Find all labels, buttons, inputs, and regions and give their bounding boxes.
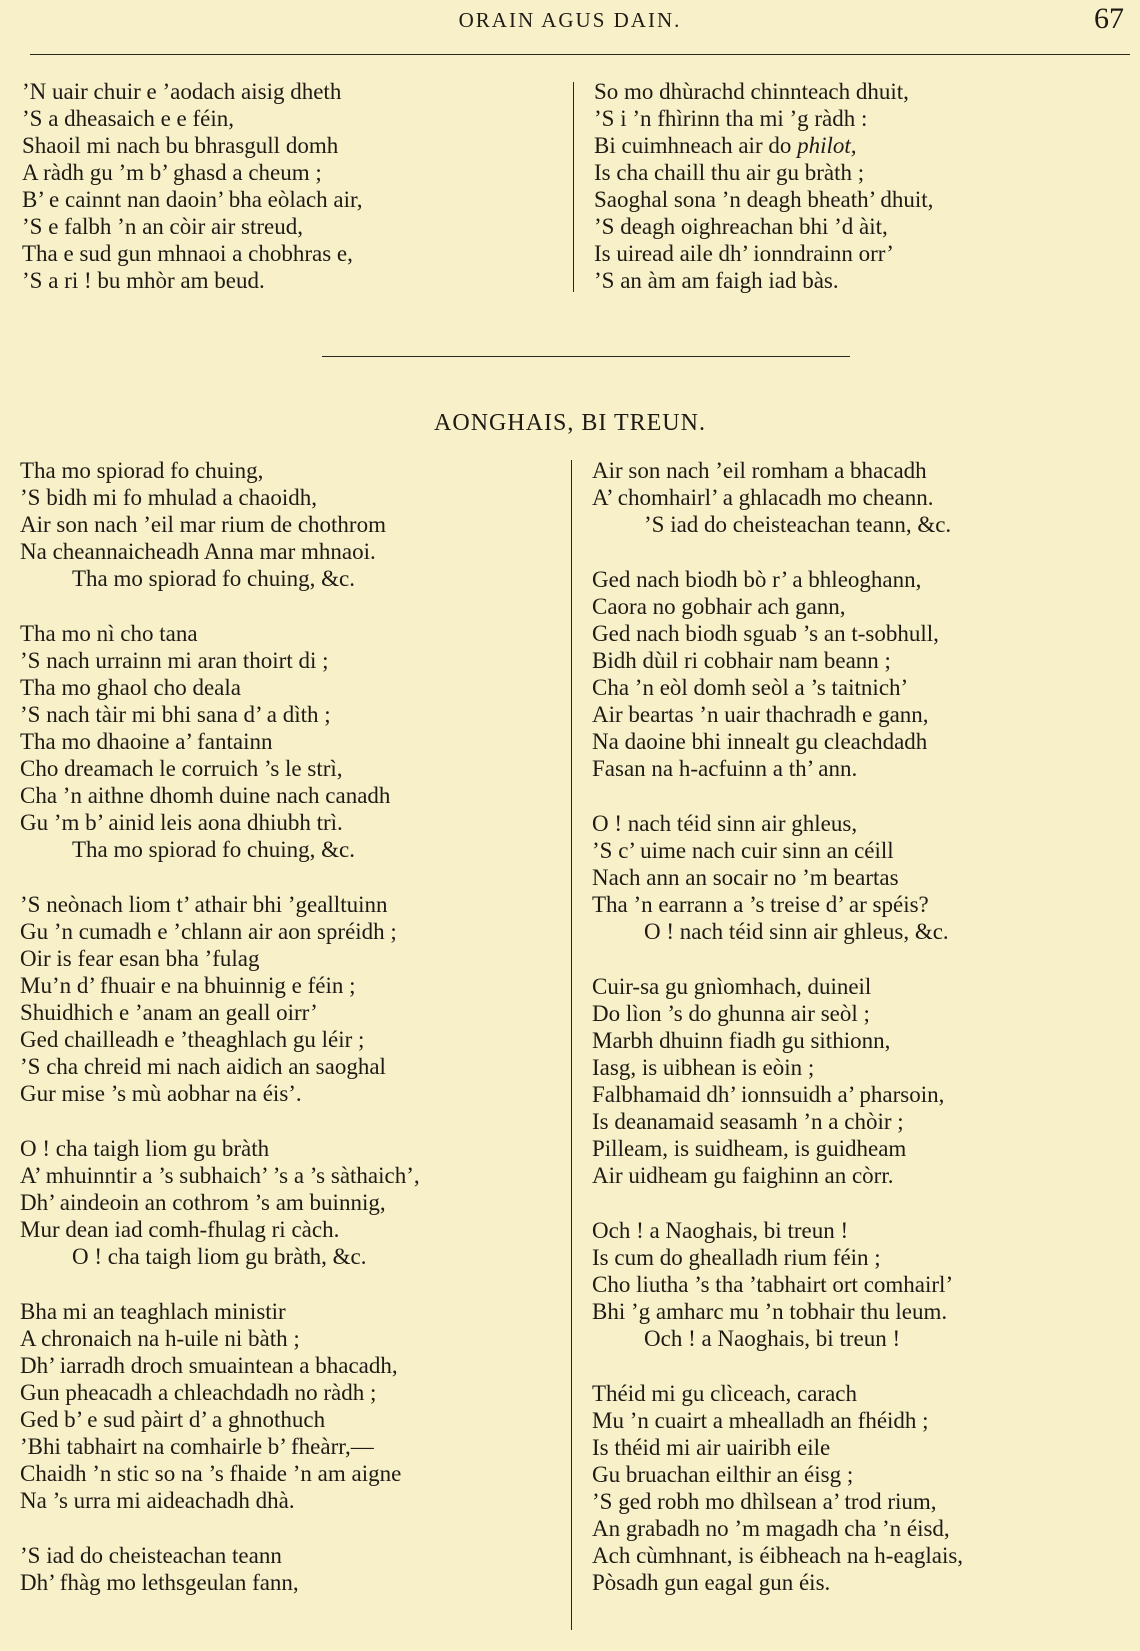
verse-line: ’S deagh oighreachan bhi ’d àit,: [594, 214, 888, 239]
verse-line: Tha e sud gun mhnaoi a chobhras e,: [22, 241, 353, 266]
verse-line: ’S neònach liom t’ athair bhi ’gealltuinn: [20, 892, 388, 917]
verse-line: Dh’ aindeoin an cothrom ’s am buinnig,: [20, 1190, 386, 1215]
stanza: [592, 1380, 1132, 1596]
verse-line: Ach cùmhnant, is éibheach na h-eaglais,: [592, 1543, 964, 1568]
verse-line: Is cha chaill thu air gu bràth ;: [594, 160, 865, 185]
verse-line: Chaidh ’n stic so na ’s fhaide ’n am aigne: [20, 1461, 402, 1486]
verse-line: Cha ’n eòl domh seòl a ’s taitnich’: [592, 675, 909, 700]
verse-line: Oir is fear esan bha ’fulag: [20, 946, 260, 971]
verse-line: Do lìon ’s do ghunna air seòl ;: [592, 1001, 870, 1026]
verse-line: ’S an àm am faigh iad bàs.: [594, 268, 839, 293]
stanza: [592, 457, 1132, 538]
verse-line: Bha mi an teaghlach ministir: [20, 1299, 286, 1324]
verse-line: A chronaich na h-uile ni bàth ;: [20, 1326, 300, 1351]
verse-line: ’S e falbh ’n an còir air streud,: [22, 214, 304, 239]
verse-line: A ràdh gu ’m b’ ghasd a cheum ;: [22, 160, 322, 185]
verse-line: Gun pheacadh a chleachdadh no ràdh ;: [20, 1380, 377, 1405]
verse-line: Dh’ iarradh droch smuaintean a bhacadh,: [20, 1353, 398, 1378]
verse-line: So mo dhùrachd chinnteach dhuit,: [594, 79, 909, 104]
stanza: [20, 1542, 565, 1596]
verse-line: Gu ’n cumadh e ’chlann air aon spréidh ;: [20, 919, 397, 944]
stanza: [592, 973, 1132, 1189]
top-poem-left-column: [22, 78, 552, 294]
verse-line: ’S a ri ! bu mhòr am beud.: [22, 268, 265, 293]
header-rule: [30, 54, 1130, 55]
verse-line: Dh’ fhàg mo lethsgeulan fann,: [20, 1570, 299, 1595]
verse-line: Gu ’m b’ ainid leis aona dhiubh trì.: [20, 810, 343, 835]
stanza: [20, 891, 565, 1107]
stanza: [592, 810, 1132, 945]
stanza: [20, 457, 565, 592]
verse-line: Bidh dùil ri cobhair nam beann ;: [592, 648, 891, 673]
verse-line: Cho dreamach le corruich ’s le strì,: [20, 756, 343, 781]
verse-line-text: Bi cuimhneach air do: [594, 133, 798, 158]
refrain-line: ’S iad do cheisteachan teann, &c.: [644, 512, 952, 537]
verse-line: Mu’n d’ fhuair e na bhuinnig e féin ;: [20, 973, 356, 998]
stanza: [592, 1217, 1132, 1352]
verse-line: Ged nach biodh sguab ’s an t-sobhull,: [592, 621, 939, 646]
verse-line: B’ e cainnt nan daoin’ bha eòlach air,: [22, 187, 363, 212]
refrain-line: Tha mo spiorad fo chuing, &c.: [72, 837, 355, 862]
verse-line: [594, 132, 1124, 159]
verse-line: Tha ’n earrann a ’s treise d’ ar spéis?: [592, 892, 929, 917]
poem-right-column: [592, 457, 1132, 1624]
verse-line: Marbh dhuinn fiadh gu sithionn,: [592, 1028, 891, 1053]
verse-line: Bhi ’g amharc mu ’n tobhair thu leum.: [592, 1299, 948, 1324]
poem-left-column: [20, 457, 565, 1624]
verse-line: Och ! a Naoghais, bi treun !: [592, 1218, 849, 1243]
refrain-line: O ! nach téid sinn air ghleus, &c.: [644, 919, 949, 944]
verse-line: Ged b’ e sud pàirt d’ a ghnothuch: [20, 1407, 326, 1432]
refrain-line: Och ! a Naoghais, bi treun !: [644, 1326, 901, 1351]
verse-line: Iasg, is uibhean is eòin ;: [592, 1055, 815, 1080]
verse-line: Gur mise ’s mù aobhar na éis’.: [20, 1081, 302, 1106]
verse-line: Is théid mi air uairibh eile: [592, 1435, 831, 1460]
verse-line: Is deanamaid seasamh ’n a chòir ;: [592, 1109, 904, 1134]
verse-line: Shaoil mi nach bu bhrasgull domh: [22, 133, 339, 158]
stanza: [20, 1298, 565, 1514]
refrain-line: Tha mo spiorad fo chuing, &c.: [72, 566, 355, 591]
verse-line: ’S bidh mi fo mhulad a chaoidh,: [20, 485, 318, 510]
top-poem-right-column: [594, 78, 1124, 294]
page-header: [0, 2, 1140, 46]
verse-line: Tha mo dhaoine a’ fantainn: [20, 729, 273, 754]
verse-line: ’S iad do cheisteachan teann: [20, 1543, 282, 1568]
verse-line: Air son nach ’eil mar rium de chothrom: [20, 512, 386, 537]
verse-line: O ! nach téid sinn air ghleus,: [592, 811, 858, 836]
verse-line: Air beartas ’n uair thachradh e gann,: [592, 702, 929, 727]
verse-line: ’S cha chreid mi nach aidich an saoghal: [20, 1054, 386, 1079]
verse-line: Air uidheam gu faighinn an còrr.: [592, 1163, 894, 1188]
verse-line: Ged chailleadh e ’theaghlach gu léir ;: [20, 1027, 365, 1052]
verse-line: ’S a dheasaich e e féin,: [22, 106, 235, 131]
verse-line: ’N uair chuir e ’aodach aisig dheth: [22, 79, 342, 104]
section-rule: [322, 356, 850, 357]
verse-line: Cha ’n aithne dhomh duine nach canadh: [20, 783, 391, 808]
verse-line: Tha mo nì cho tana: [20, 621, 198, 646]
verse-line: Pilleam, is suidheam, is guidheam: [592, 1136, 907, 1161]
verse-line: Is uiread aile dh’ ionndrainn orr’: [594, 241, 894, 266]
verse-line: Falbhamaid dh’ ionnsuidh a’ pharsoin,: [592, 1082, 945, 1107]
verse-line: ’S nach tàir mi bhi sana d’ a dìth ;: [20, 702, 331, 727]
verse-line: ’S nach urrainn mi aran thoirt di ;: [20, 648, 329, 673]
page-number: 67: [1094, 2, 1124, 35]
running-title: ORAIN AGUS DAIN.: [458, 8, 682, 32]
verse-line: Na daoine bhi innealt gu cleachdadh: [592, 729, 928, 754]
verse-line: Caora no gobhair ach gann,: [592, 594, 846, 619]
verse-line: Ged nach biodh bò r’ a bhleoghann,: [592, 567, 922, 592]
italic-word: philot,: [797, 133, 857, 158]
verse-line: ’S i ’n fhìrinn tha mi ’g ràdh :: [594, 106, 868, 131]
column-divider: [571, 460, 572, 1630]
verse-line: Théid mi gu clìceach, carach: [592, 1381, 857, 1406]
verse-line: Tha mo spiorad fo chuing,: [20, 458, 264, 483]
stanza: [20, 1135, 565, 1270]
verse-line: Pòsadh gun eagal gun éis.: [592, 1570, 831, 1595]
column-divider: [573, 82, 574, 292]
verse-line: ’Bhi tabhairt na comhairle b’ fheàrr,—: [20, 1434, 374, 1459]
stanza: [20, 620, 565, 863]
verse-line: A’ chomhairl’ a ghlacadh mo cheann.: [592, 485, 934, 510]
verse-line: An grabadh no ’m magadh cha ’n éisd,: [592, 1516, 950, 1541]
verse-line: Na ’s urra mi aideachadh dhà.: [20, 1488, 295, 1513]
verse-line: Shuidhich e ’anam an geall oirr’: [20, 1000, 318, 1025]
poem-title: AONGHAIS, BI TREUN.: [434, 410, 706, 436]
verse-line: Saoghal sona ’n deagh bheath’ dhuit,: [594, 187, 934, 212]
verse-line: ’S c’ uime nach cuir sinn an céill: [592, 838, 894, 863]
verse-line: ’S ged robh mo dhìlsean a’ trod rium,: [592, 1489, 937, 1514]
verse-line: Gu bruachan eilthir an éisg ;: [592, 1462, 854, 1487]
verse-line: Mu ’n cuairt a mhealladh an fhéidh ;: [592, 1408, 929, 1433]
refrain-line: O ! cha taigh liom gu bràth, &c.: [72, 1244, 367, 1269]
verse-line: O ! cha taigh liom gu bràth: [20, 1136, 270, 1161]
verse-line: Cho liutha ’s tha ’tabhairt ort comhairl’: [592, 1272, 954, 1297]
verse-line: Tha mo ghaol cho deala: [20, 675, 241, 700]
verse-line: Mur dean iad comh-fhulag ri càch.: [20, 1217, 340, 1242]
verse-line: A’ mhuinntir a ’s subhaich’ ’s a ’s sàthaich’,: [20, 1163, 420, 1188]
verse-line: Air son nach ’eil romham a bhacadh: [592, 458, 927, 483]
verse-line: Nach ann an socair no ’m beartas: [592, 865, 899, 890]
stanza: [592, 566, 1132, 782]
verse-line: Fasan na h-acfuinn a th’ ann.: [592, 756, 858, 781]
verse-line: Cuir-sa gu gnìomhach, duineil: [592, 974, 872, 999]
verse-line: Is cum do ghealladh rium féin ;: [592, 1245, 881, 1270]
verse-line: Na cheannaicheadh Anna mar mhnaoi.: [20, 539, 376, 564]
